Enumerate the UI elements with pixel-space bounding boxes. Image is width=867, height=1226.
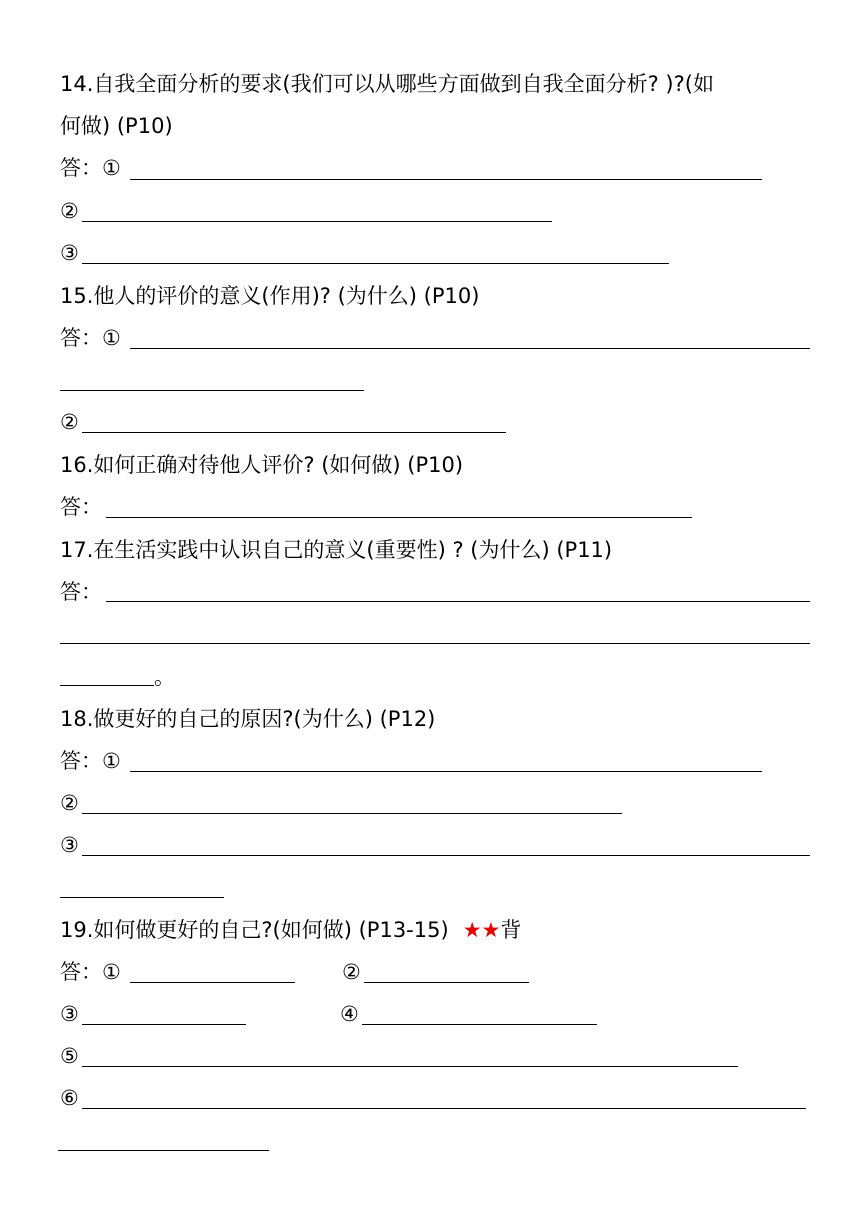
- q18-marker-1: ①: [102, 749, 121, 773]
- q14-marker-3: ③: [60, 241, 79, 265]
- q18-marker-3: ③: [60, 833, 79, 857]
- q15-title: 15.他人的评价的意义(作用)? (为什么) (P10): [60, 284, 480, 308]
- q19-marker-5: ⑤: [60, 1044, 79, 1068]
- q14-answer-label: 答：①: [60, 156, 121, 180]
- q18-answer-3-blank[interactable]: [82, 855, 810, 856]
- q16-answer-blank[interactable]: [106, 517, 692, 518]
- q18-answer-2-blank[interactable]: [82, 813, 622, 814]
- q16-title: 16.如何正确对待他人评价? (如何做) (P10): [60, 453, 464, 477]
- q14-answer-1-blank[interactable]: [130, 179, 762, 180]
- q17-answer-blank-2[interactable]: [60, 643, 810, 644]
- q18-title: 18.做更好的自己的原因?(为什么) (P12): [60, 707, 436, 731]
- q19-note: 背: [500, 918, 522, 942]
- q19-marker-1: ①: [102, 960, 121, 984]
- q19-marker-4: ④: [340, 1002, 359, 1026]
- q14-marker-1: ①: [102, 156, 121, 180]
- q19-marker-6: ⑥: [60, 1086, 79, 1110]
- q14-marker-2: ②: [60, 199, 79, 223]
- q19-answer-3-blank[interactable]: [82, 1024, 246, 1025]
- q17-answer-blank-1[interactable]: [106, 601, 810, 602]
- q15-answer-label: 答：①: [60, 326, 121, 350]
- q14-title-line2: 何做) (P10): [60, 114, 173, 138]
- q14-title-line1: 14.自我全面分析的要求(我们可以从哪些方面做到自我全面分析? )?(如: [60, 72, 714, 96]
- q15-marker-1: ①: [102, 326, 121, 350]
- q15-marker-2: ②: [60, 410, 79, 434]
- q19-marker-2: ②: [342, 960, 361, 984]
- q18-answer-3-blank-cont[interactable]: [60, 897, 224, 898]
- q19-marker-3: ③: [60, 1002, 79, 1026]
- q19-answer-5-blank[interactable]: [82, 1066, 738, 1067]
- q14-answer-2-blank[interactable]: [82, 221, 552, 222]
- q19-answer-6-blank[interactable]: [82, 1108, 806, 1109]
- q19-title: 19.如何做更好的自己?(如何做) (P13-15) ★★背: [60, 918, 522, 942]
- q18-marker-2: ②: [60, 791, 79, 815]
- q17-answer-blank-3[interactable]: [60, 685, 154, 686]
- star-icon: ★★: [462, 918, 501, 942]
- q17-answer-label: 答：: [60, 580, 102, 604]
- q19-answer-2-blank[interactable]: [364, 982, 529, 983]
- q19-answer-label: 答：①: [60, 960, 121, 984]
- q15-answer-1-blank-cont[interactable]: [60, 390, 364, 391]
- q18-answer-1-blank[interactable]: [130, 771, 762, 772]
- q19-answer-6-blank-cont[interactable]: [58, 1150, 269, 1151]
- q18-answer-label: 答：①: [60, 749, 121, 773]
- q19-answer-1-blank[interactable]: [130, 982, 295, 983]
- q17-end-mark: 。: [154, 665, 175, 689]
- q19-answer-4-blank[interactable]: [362, 1024, 597, 1025]
- q14-answer-3-blank[interactable]: [82, 263, 669, 264]
- q15-answer-1-blank[interactable]: [130, 348, 810, 349]
- q17-title: 17.在生活实践中认识自己的意义(重要性) ? (为什么) (P11): [60, 538, 613, 562]
- q16-answer-label: 答：: [60, 495, 102, 519]
- q15-answer-2-blank[interactable]: [82, 432, 506, 433]
